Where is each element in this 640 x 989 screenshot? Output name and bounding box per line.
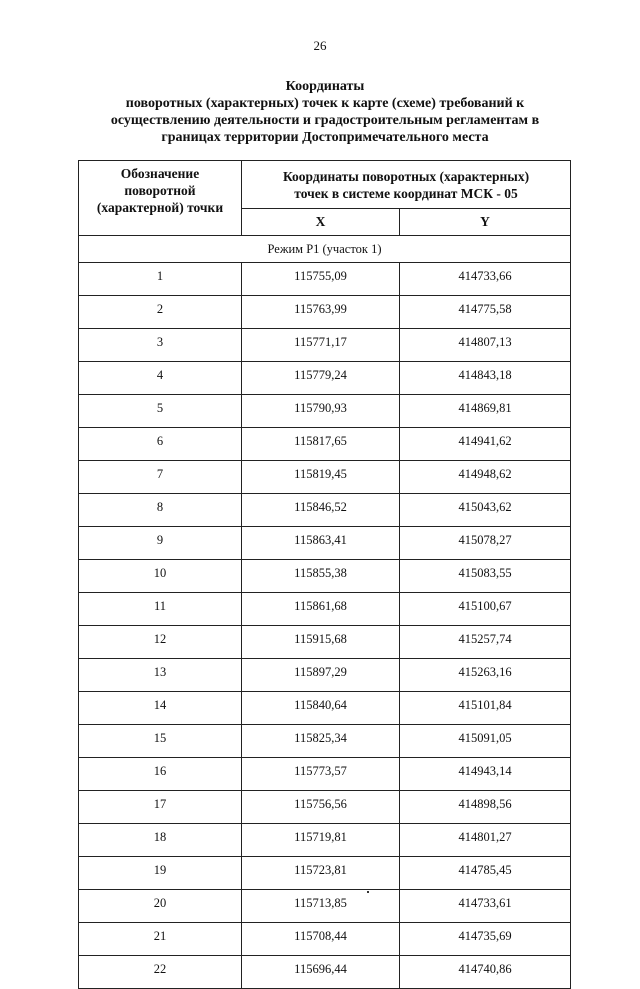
table-row [79, 758, 571, 791]
x-coordinate-cell: 115863,41 [242, 527, 400, 560]
x-coordinate-cell: 115861,68 [242, 593, 400, 626]
table-row [79, 725, 571, 758]
scan-speck [367, 891, 369, 893]
y-coordinate-cell: 414775,58 [400, 296, 571, 329]
point-number-cell: 8 [79, 494, 242, 527]
point-number-cell: 10 [79, 560, 242, 593]
x-coordinate-cell: 115763,99 [242, 296, 400, 329]
x-coordinate-cell: 115855,38 [242, 560, 400, 593]
table-row [79, 626, 571, 659]
y-coordinate-cell: 414733,61 [400, 890, 571, 923]
point-number-cell: 2 [79, 296, 242, 329]
title-line-3: осуществлению деятельности и градостроительным регламентам в [110, 113, 540, 128]
x-coordinate-cell: 115713,85 [242, 890, 400, 923]
x-coordinate-cell: 115696,44 [242, 956, 400, 989]
x-coordinate-cell: 115840,64 [242, 692, 400, 725]
mode-label: Режим Р1 (участок 1) [79, 236, 571, 263]
y-coordinate-cell: 414740,86 [400, 956, 571, 989]
table-row [79, 362, 571, 395]
table-row [79, 659, 571, 692]
header-coords-line-2: точек в системе координат МСК - 05 [294, 185, 518, 201]
point-number-cell: 7 [79, 461, 242, 494]
table-row [79, 857, 571, 890]
x-coordinate-cell: 115897,29 [242, 659, 400, 692]
x-coordinate-cell: 115819,45 [242, 461, 400, 494]
table-row [79, 824, 571, 857]
point-number-cell: 22 [79, 956, 242, 989]
table-row [79, 560, 571, 593]
y-coordinate-cell: 415091,05 [400, 725, 571, 758]
point-number-cell: 17 [79, 791, 242, 824]
x-coordinate-cell: 115915,68 [242, 626, 400, 659]
point-number-cell: 4 [79, 362, 242, 395]
point-number-cell: 6 [79, 428, 242, 461]
point-number-cell: 13 [79, 659, 242, 692]
header-coordinates [242, 161, 571, 209]
point-number-cell: 1 [79, 263, 242, 296]
table-row [79, 395, 571, 428]
point-number-cell: 19 [79, 857, 242, 890]
table-row [79, 923, 571, 956]
table-row [79, 263, 571, 296]
y-coordinate-cell: 414801,27 [400, 824, 571, 857]
table-row [79, 494, 571, 527]
point-number-cell: 12 [79, 626, 242, 659]
x-coordinate-cell: 115846,52 [242, 494, 400, 527]
header-x: X [242, 209, 400, 236]
y-coordinate-cell: 415078,27 [400, 527, 571, 560]
title-line-2: поворотных (характерных) точек к карте (схеме) требований к [125, 96, 525, 111]
table-row [79, 791, 571, 824]
header-point-line-1: Обозначение [120, 166, 200, 181]
table-row [79, 890, 571, 923]
point-number-cell: 11 [79, 593, 242, 626]
y-coordinate-cell: 415043,62 [400, 494, 571, 527]
title-line-1: Координаты [285, 79, 365, 94]
x-coordinate-cell: 115771,17 [242, 329, 400, 362]
y-coordinate-cell: 415083,55 [400, 560, 571, 593]
table-row [79, 329, 571, 362]
coordinates-table [78, 160, 571, 989]
table-row [79, 593, 571, 626]
x-coordinate-cell: 115708,44 [242, 923, 400, 956]
point-number-cell: 21 [79, 923, 242, 956]
y-coordinate-cell: 415101,84 [400, 692, 571, 725]
table-row [79, 692, 571, 725]
title-line-4: границах территории Достопримечательного места [161, 130, 489, 145]
y-coordinate-cell: 415100,67 [400, 593, 571, 626]
y-coordinate-cell: 414948,62 [400, 461, 571, 494]
document-title [60, 78, 590, 146]
x-coordinate-cell: 115723,81 [242, 857, 400, 890]
point-number-cell: 9 [79, 527, 242, 560]
table-row [79, 956, 571, 989]
x-coordinate-cell: 115779,24 [242, 362, 400, 395]
point-number-cell: 15 [79, 725, 242, 758]
x-coordinate-cell: 115756,56 [242, 791, 400, 824]
point-number-cell: 20 [79, 890, 242, 923]
table-row [79, 527, 571, 560]
y-coordinate-cell: 414898,56 [400, 791, 571, 824]
y-coordinate-cell: 415263,16 [400, 659, 571, 692]
point-number-cell: 5 [79, 395, 242, 428]
y-coordinate-cell: 414943,14 [400, 758, 571, 791]
table-row [79, 461, 571, 494]
page-number: 26 [313, 38, 327, 53]
point-number-cell: 14 [79, 692, 242, 725]
x-coordinate-cell: 115719,81 [242, 824, 400, 857]
header-point-line-3: (характерной) точки [96, 200, 224, 215]
header-y: Y [400, 209, 571, 236]
header-point-designation [79, 161, 242, 236]
y-coordinate-cell: 414807,13 [400, 329, 571, 362]
x-coordinate-cell: 115825,34 [242, 725, 400, 758]
point-number-cell: 18 [79, 824, 242, 857]
x-coordinate-cell: 115773,57 [242, 758, 400, 791]
y-coordinate-cell: 414733,66 [400, 263, 571, 296]
y-coordinate-cell: 414843,18 [400, 362, 571, 395]
header-point-line-2: поворотной [124, 183, 196, 198]
point-number-cell: 3 [79, 329, 242, 362]
table-row [79, 296, 571, 329]
y-coordinate-cell: 414735,69 [400, 923, 571, 956]
x-coordinate-cell: 115790,93 [242, 395, 400, 428]
y-coordinate-cell: 414869,81 [400, 395, 571, 428]
y-coordinate-cell: 415257,74 [400, 626, 571, 659]
x-coordinate-cell: 115755,09 [242, 263, 400, 296]
x-coordinate-cell: 115817,65 [242, 428, 400, 461]
point-number-cell: 16 [79, 758, 242, 791]
y-coordinate-cell: 414941,62 [400, 428, 571, 461]
table-row [79, 428, 571, 461]
y-coordinate-cell: 414785,45 [400, 857, 571, 890]
header-coords-line-1: Координаты поворотных (характерных) [282, 168, 530, 184]
